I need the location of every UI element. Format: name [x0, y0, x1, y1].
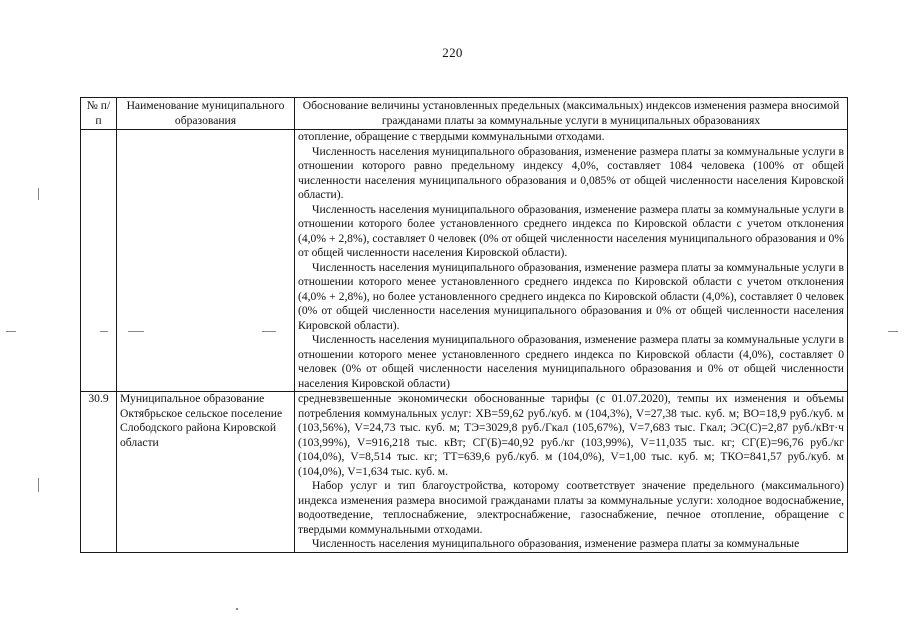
- tariff-index-table: [80, 97, 848, 553]
- scan-artifact: [38, 478, 39, 492]
- justification-paragraph: отопление, обращение с твердыми коммунальными отходами.: [298, 130, 605, 143]
- justification-paragraph: средневзвешенные экономически обоснованные тарифы (с 01.07.2020), темпы их изменения и объемы потребления коммунальных услуг: ХВ=59,62 руб./куб. м (104,3%), V=27,38 тыс. куб. м; ВО=18,9 руб./куб. м (103,56%), V=24,73 тыс. куб. м; ТЭ=3029,8 руб./Гкал (105,67%), V=7,683 тыс. Гкал; ЭС(С)=2,87 руб./кВт·ч (103,99%), V=916,218 тыс. кВт; СГ(Б)=40,92 руб./кг (103,99%), V=11,035 тыс. кг; СГ(Е)=96,76 руб./кг (104,0%), V=8,514 тыс. кг; ТТ=639,6 руб./куб. м (104,0%), V=1,00 тыс. куб. м; ТКО=841,57 руб./куб. м (104,0%), V=1,634 тыс. куб. м.: [298, 392, 844, 478]
- header-num: № п/п: [81, 98, 117, 130]
- justification-paragraph: Набор услуг и тип благоустройства, которому соответствует значение предельного (максимального) индекса изменения размера вносимой гражданами платы за коммунальные услуги: холодное водоснабжение, водоотведение, теплоснабжение, электроснабжение, газоснабжение, печное отопление, обращение с твердыми коммунальными отходами.: [298, 479, 844, 536]
- table-row: [81, 130, 848, 392]
- table-header-row: [81, 98, 848, 130]
- justification-paragraph: Численность населения муниципального образования, изменение размера платы за коммунальные услуги в отношении которого менее установленного среднего индекса по Кировской области с учетом отклонения (4,0% + 2,8%), но более установленного среднего индекса по Кировской области (4,0%), составляет 0 человек (0% от общей численности населения муниципального образования и 0% от общей численности населения Кировской области).: [298, 260, 844, 332]
- municipality-name: Муниципальное образование Октябрьское сельское поселение Слободского района Кировской области: [117, 392, 295, 553]
- justification-paragraph: Численность населения муниципального образования, изменение размера платы за коммунальные услуги в отношении которого равно предельному индексу 4,0%, составляет 1084 человека (100% от общей численности населения муниципального образования и 0,085% от общей численности населения Кировской области).: [298, 144, 844, 201]
- scan-artifact: [38, 188, 39, 200]
- scan-artifact: [888, 331, 898, 332]
- page-number: 220: [442, 45, 463, 60]
- justification-paragraph: Численность населения муниципального образования, изменение размера платы за коммунальные: [312, 537, 800, 550]
- municipality-name: [117, 130, 295, 392]
- justification-paragraph: Численность населения муниципального образования, изменение размера платы за коммунальные услуги в отношении которого менее установленного среднего индекса по Кировской области (4,0%), составляет 0 человек (0% от общей численности населения муниципального образования и 0% от общей численности населения Кировской области): [298, 333, 844, 390]
- scan-artifact: [6, 331, 16, 332]
- scan-artifact: [236, 608, 238, 610]
- row-number: [81, 130, 117, 392]
- table-row: [81, 392, 848, 553]
- row-number: 30.9: [81, 392, 117, 553]
- justification-cell: [295, 130, 848, 392]
- justification-paragraph: Численность населения муниципального образования, изменение размера платы за коммунальные услуги в отношении которого более установленного среднего индекса по Кировской области с учетом отклонения (4,0% + 2,8%), составляет 0 человек (0% от общей численности населения муниципального образования и 0% от общей численности населения Кировской области).: [298, 202, 844, 259]
- header-justification: Обоснование величины установленных предельных (максимальных) индексов изменения размера вносимой гражданами платы за коммунальные услуги в муниципальных образованиях: [295, 98, 848, 130]
- header-municipality-name: Наименование муниципального образования: [117, 98, 295, 130]
- justification-cell: [295, 392, 848, 553]
